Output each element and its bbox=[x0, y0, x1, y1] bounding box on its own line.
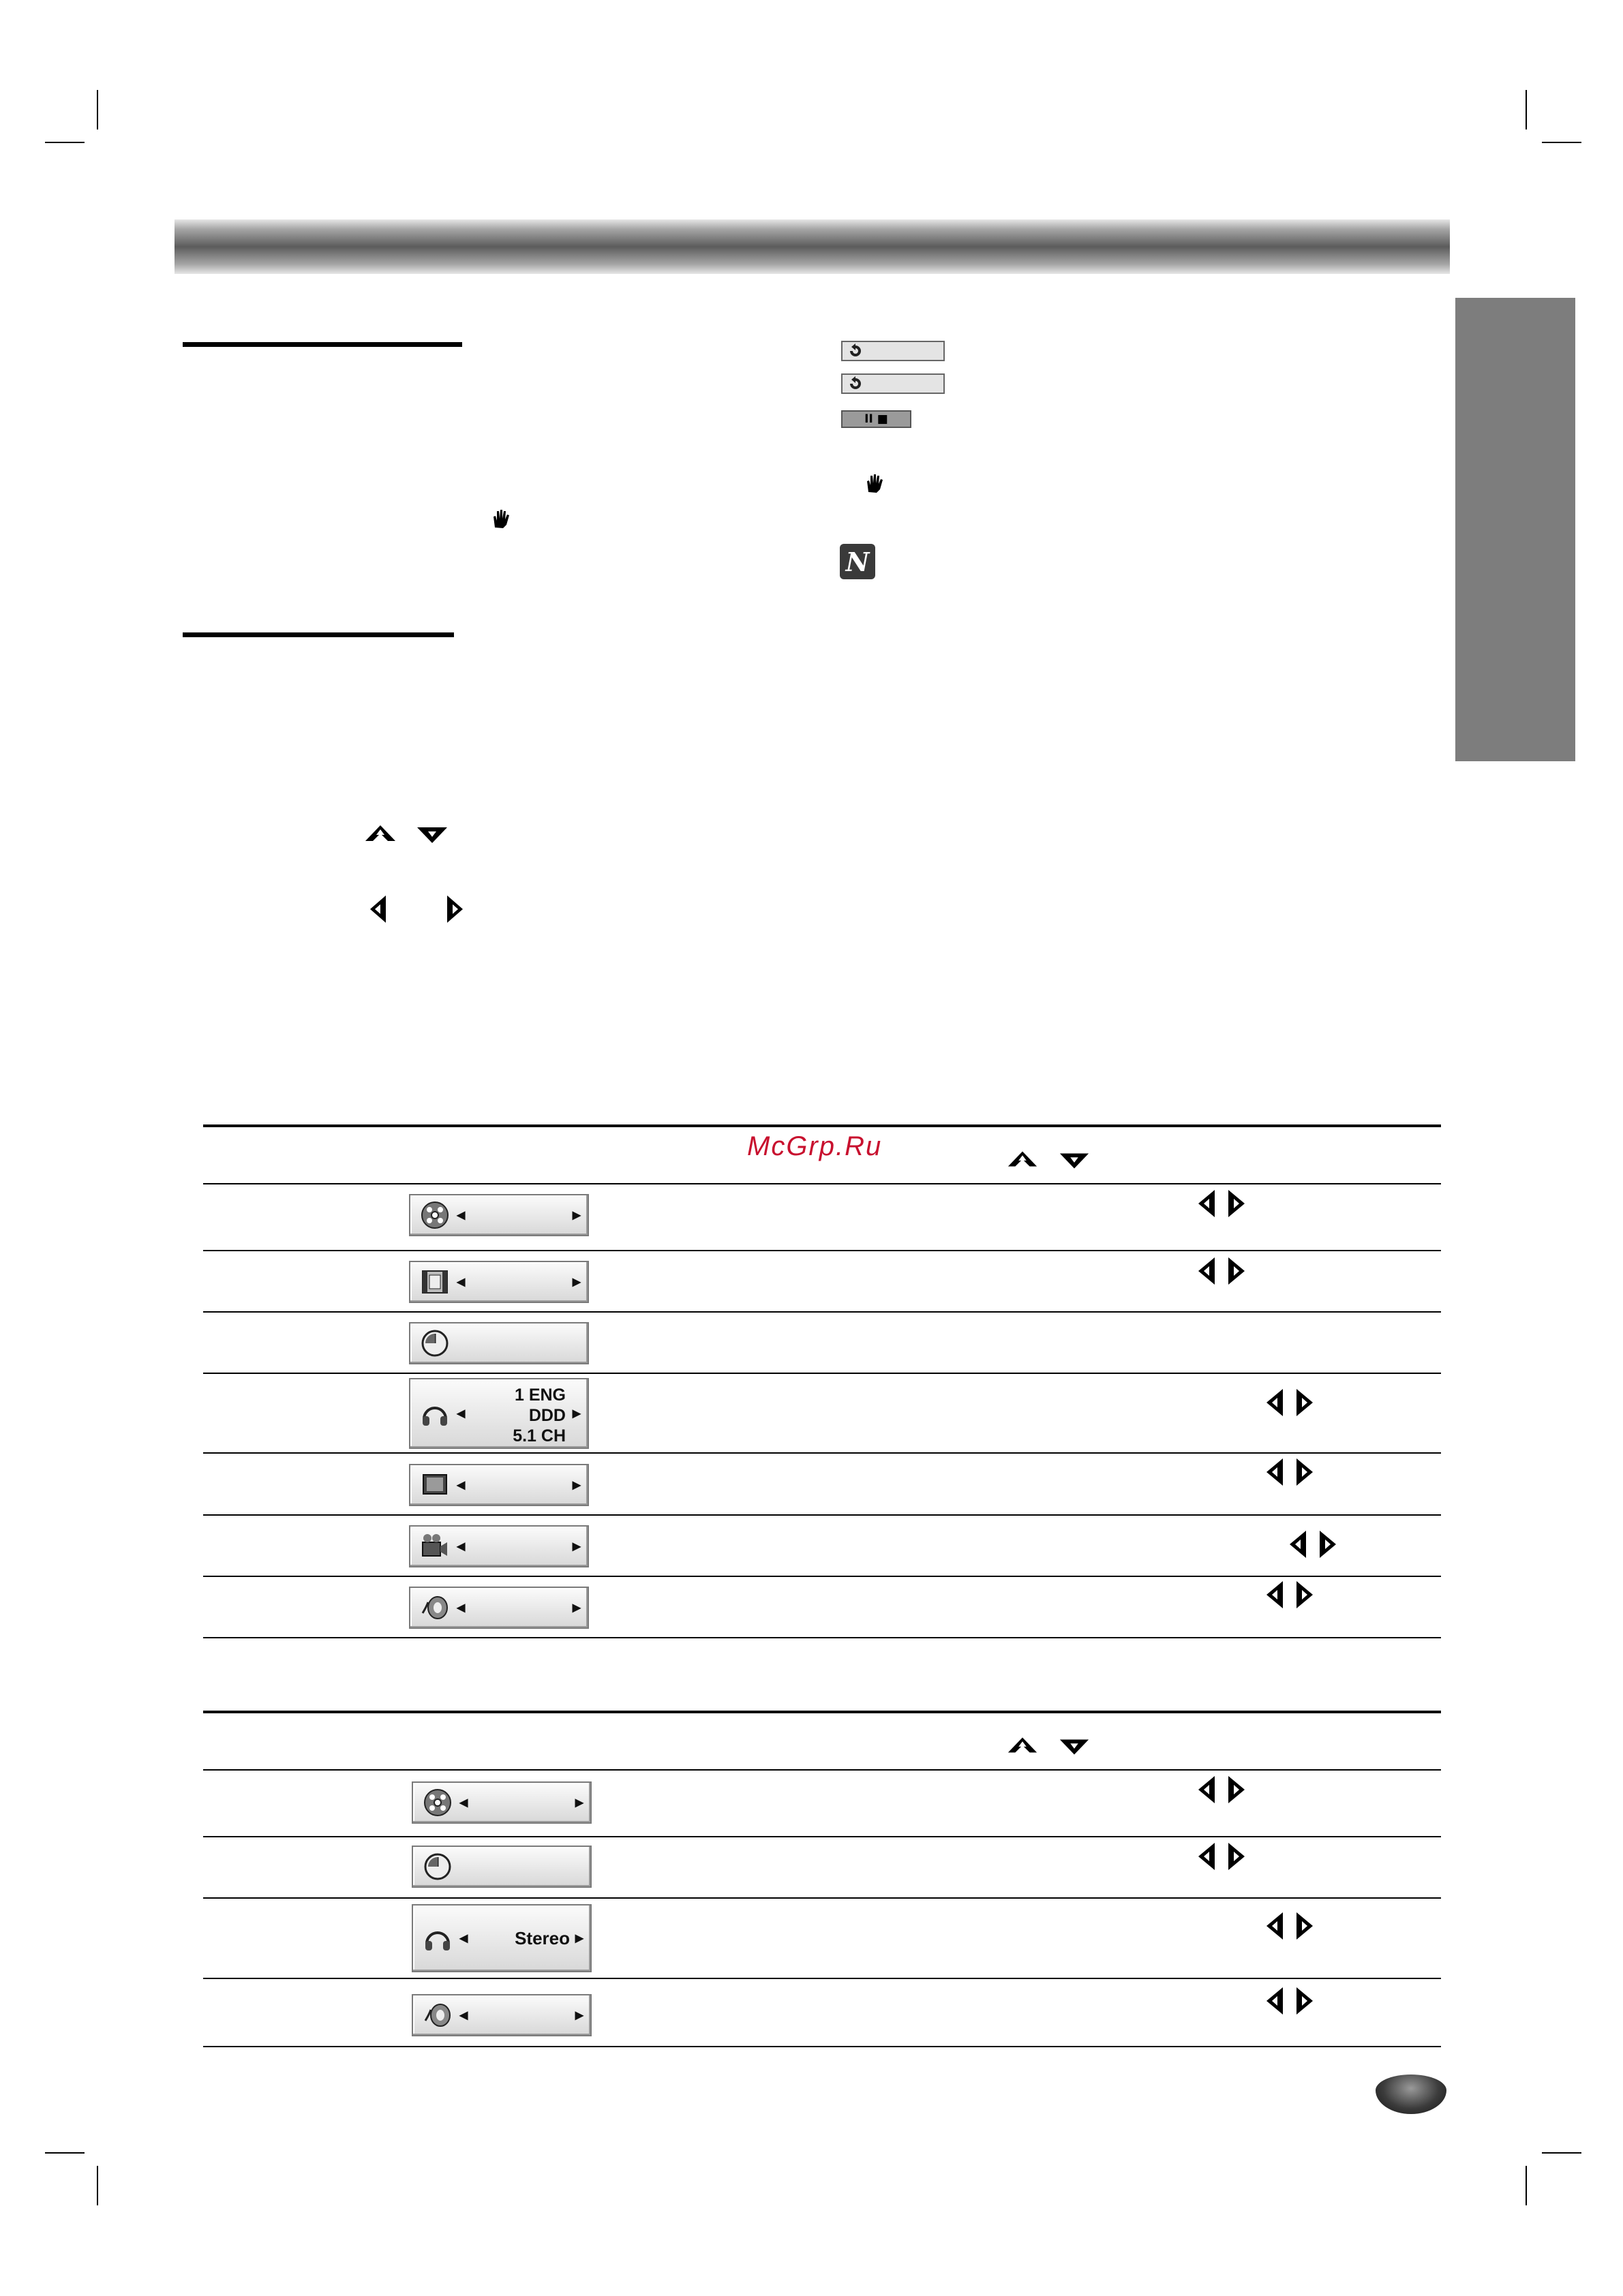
table-rule-top bbox=[203, 1124, 1441, 1127]
audio-channel-value: Stereo bbox=[515, 1928, 570, 1948]
osd-menu-audio bbox=[409, 1378, 589, 1449]
left-arrow-icon: ◀ bbox=[457, 1276, 466, 1288]
clock-icon bbox=[423, 1852, 453, 1882]
right-arrow-icon: ▶ bbox=[572, 1210, 581, 1221]
resume-display-2 bbox=[841, 373, 945, 394]
header-bar bbox=[175, 219, 1450, 274]
left-arrow-icon: ◀ bbox=[459, 1933, 468, 1944]
audio-format: DDD bbox=[528, 1406, 566, 1425]
crop-mark bbox=[1526, 90, 1527, 129]
osd-menu-subtitle-display bbox=[409, 1464, 589, 1506]
down-arrow-icon bbox=[1058, 1736, 1091, 1766]
right-arrow-icon: ▶ bbox=[572, 1276, 581, 1288]
left-arrow-icon: ◀ bbox=[457, 1602, 466, 1614]
crop-mark bbox=[1542, 142, 1581, 143]
left-arrow-icon: ◀ bbox=[459, 2010, 468, 2021]
table-row-divider bbox=[203, 1373, 1441, 1374]
table-row-divider bbox=[203, 1637, 1441, 1638]
clock-icon bbox=[420, 1328, 450, 1358]
left-right-arrows bbox=[1194, 1841, 1249, 1871]
table-row-divider bbox=[203, 1514, 1441, 1516]
crop-mark bbox=[97, 90, 98, 129]
table-rule-top bbox=[203, 1711, 1441, 1713]
osd-menu-sound bbox=[409, 1587, 589, 1629]
osd-menu-angle bbox=[409, 1525, 589, 1567]
osd-menu-title bbox=[409, 1261, 589, 1303]
up-arrow-icon bbox=[1006, 1149, 1039, 1179]
up-arrow-icon bbox=[1006, 1735, 1039, 1765]
crop-mark bbox=[45, 2152, 85, 2154]
left-right-arrows bbox=[1286, 1529, 1340, 1559]
left-right-arrows bbox=[1262, 1457, 1317, 1487]
osd-menu-time bbox=[412, 1846, 592, 1888]
hand-icon bbox=[863, 472, 886, 498]
left-right-arrows bbox=[1194, 1189, 1249, 1219]
resume-icon bbox=[848, 376, 863, 391]
headphone-icon bbox=[420, 1398, 450, 1428]
table-row-divider bbox=[203, 1183, 1441, 1184]
section-rule bbox=[183, 342, 462, 347]
pause-stop-icon: II ■ bbox=[841, 410, 911, 428]
crop-mark bbox=[1542, 2152, 1581, 2154]
right-arrow-icon: ▶ bbox=[575, 1797, 583, 1809]
left-arrow-icon: ◀ bbox=[457, 1541, 466, 1552]
headphone-icon bbox=[423, 1923, 453, 1953]
osd-menu-sound bbox=[412, 1994, 592, 2036]
right-arrow-icon: ▶ bbox=[572, 1408, 581, 1420]
table-row-divider bbox=[203, 1897, 1441, 1899]
left-arrow-icon bbox=[368, 894, 389, 928]
left-arrow-icon: ◀ bbox=[459, 1797, 468, 1809]
disc-icon bbox=[420, 1200, 450, 1230]
right-arrow-icon bbox=[444, 894, 465, 928]
audio-channels: 5.1 CH bbox=[513, 1426, 566, 1445]
table-rule-bottom bbox=[203, 2046, 1441, 2047]
table-row-divider bbox=[203, 1250, 1441, 1251]
table-row-divider bbox=[203, 1769, 1441, 1771]
osd-menu-track bbox=[412, 1781, 592, 1824]
camera-icon bbox=[420, 1531, 450, 1561]
left-right-arrows bbox=[1194, 1256, 1249, 1286]
audio-language: 1 ENG bbox=[514, 1386, 566, 1405]
osd-menu-subtitle bbox=[409, 1194, 589, 1236]
left-right-arrows bbox=[1194, 1775, 1249, 1805]
resume-icon bbox=[848, 343, 863, 358]
film-icon bbox=[420, 1267, 450, 1297]
down-arrow-icon bbox=[415, 825, 449, 848]
osd-menu-time bbox=[409, 1322, 589, 1364]
audio-info bbox=[513, 1385, 566, 1446]
table-row-divider bbox=[203, 1836, 1441, 1837]
left-arrow-icon: ◀ bbox=[457, 1210, 466, 1221]
tv-icon bbox=[420, 1470, 450, 1500]
down-arrow-icon bbox=[1058, 1150, 1091, 1180]
left-right-arrows bbox=[1262, 1388, 1317, 1418]
right-arrow-icon: ▶ bbox=[572, 1602, 581, 1614]
osd-menu-audio-channel bbox=[412, 1904, 592, 1972]
n-logo-icon: N bbox=[840, 544, 875, 579]
table-row-divider bbox=[203, 1576, 1441, 1577]
speaker-icon bbox=[420, 1593, 450, 1623]
hand-icon bbox=[489, 507, 513, 534]
crop-mark bbox=[45, 142, 85, 143]
page-number-badge bbox=[1376, 2075, 1446, 2114]
right-arrow-icon: ▶ bbox=[575, 1933, 583, 1944]
disc-icon bbox=[423, 1788, 453, 1818]
left-right-arrows bbox=[1262, 1986, 1317, 2016]
left-right-arrows bbox=[1262, 1580, 1317, 1610]
resume-display bbox=[841, 341, 945, 361]
right-arrow-icon: ▶ bbox=[572, 1480, 581, 1491]
section-rule bbox=[183, 632, 454, 637]
watermark: McGrp.Ru bbox=[747, 1131, 883, 1161]
up-arrow-icon bbox=[363, 823, 397, 847]
right-arrow-icon: ▶ bbox=[575, 2010, 583, 2021]
speaker-icon bbox=[423, 2000, 453, 2030]
table-row-divider bbox=[203, 1452, 1441, 1454]
table-row-divider bbox=[203, 1311, 1441, 1313]
crop-mark bbox=[1526, 2166, 1527, 2205]
left-arrow-icon: ◀ bbox=[457, 1480, 466, 1491]
right-arrow-icon: ▶ bbox=[572, 1541, 581, 1552]
crop-mark bbox=[97, 2166, 98, 2205]
table-row-divider bbox=[203, 1978, 1441, 1979]
side-tab bbox=[1455, 298, 1575, 761]
left-right-arrows bbox=[1262, 1911, 1317, 1941]
left-arrow-icon: ◀ bbox=[457, 1408, 466, 1420]
